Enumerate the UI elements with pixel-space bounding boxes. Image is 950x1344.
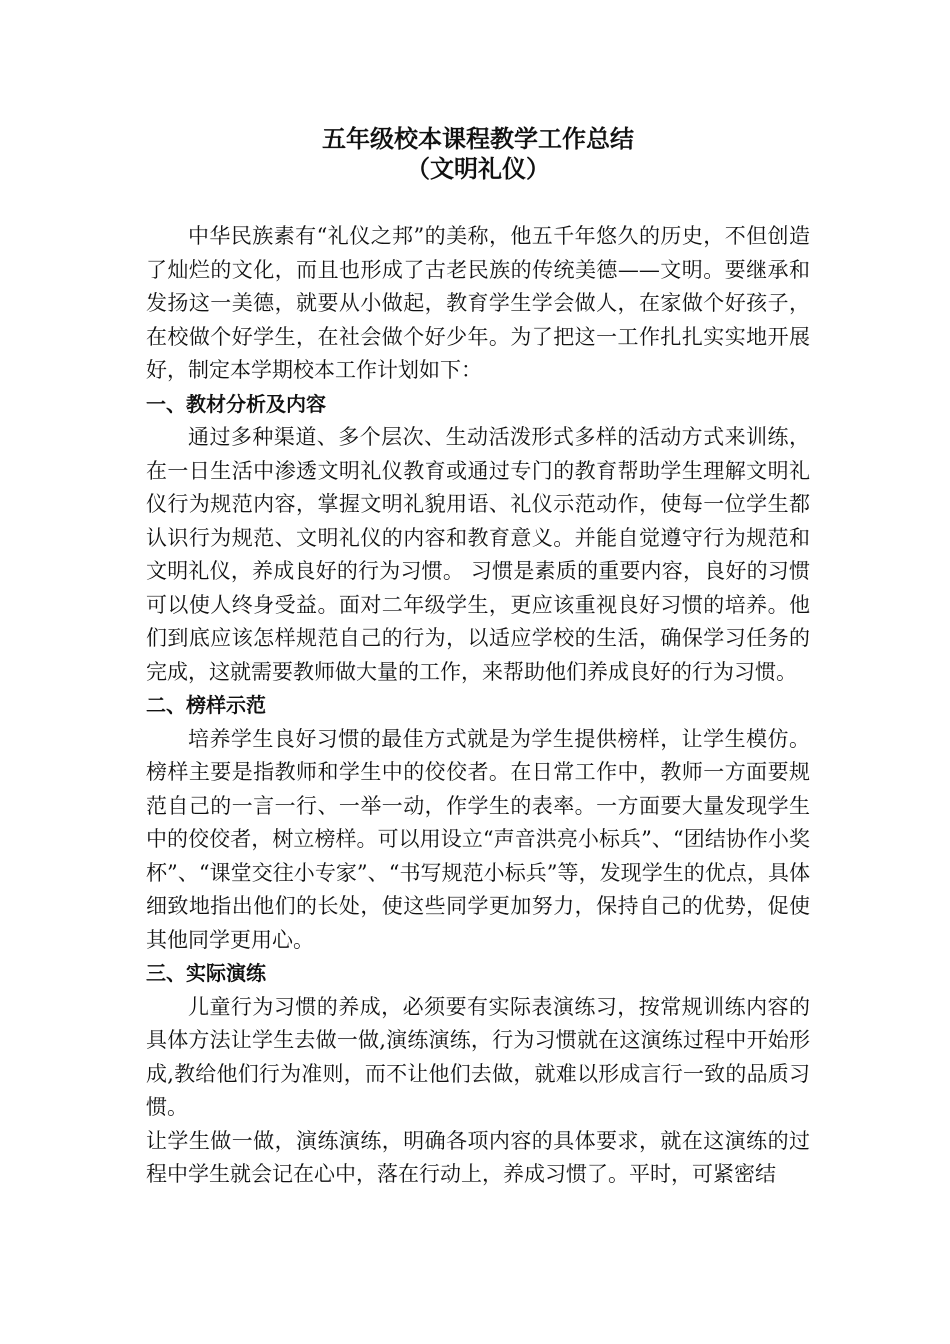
title-block — [146, 124, 810, 184]
section-heading-2: 二、榜样示范 — [146, 693, 266, 717]
document-title: 五年级校本课程教学工作总结 — [322, 125, 634, 153]
document-subtitle: （文明礼仪） — [406, 155, 550, 183]
section-2-paragraph: 培养学生良好习惯的最佳方式就是为学生提供榜样，让学生模仿。榜样主要是指教师和学生中的佼佼者。在日常工作中，教师一方面要规范自己的一言一行、一举一动，作学生的表率。一方面要大量发现学生中的佼佼者，树立榜样。可以用设立“声音洪亮小标兵”、“团结协作小奖杯”、“课堂交往小专家”、“书写规范小标兵”等，发现学生的优点，具体细致地指出他们的长处，使这些同学更加努力，保持自己的优势，促使其他同学更用心。 — [146, 726, 810, 952]
intro-paragraph: 中华民族素有“礼仪之邦”的美称，他五千年悠久的历史，不但创造了灿烂的文化，而且也形成了古老民族的传统美德——文明。要继承和发扬这一美德，就要从小做起，教育学生学会做人，在家做个好孩子，在校做个好学生，在社会做个好少年。为了把这一工作扎扎实实地开展好，制定本学期校本工作计划如下： — [146, 224, 810, 382]
section-3-paragraph: 儿童行为习惯的养成，必须要有实际表演练习，按常规训练内容的具体方法让学生去做一做,演练演练，行为习惯就在这演练过程中开始形成,教给他们行为准则，而不让他们去做，就难以形成言行一致的品质习惯。 — [146, 994, 810, 1119]
section-1-paragraph: 通过多种渠道、多个层次、生动活泼形式多样的活动方式来训练，在一日生活中渗透文明礼仪教育或通过专门的教育帮助学生理解文明礼仪行为规范内容，掌握文明礼貌用语、礼仪示范动作，使每一位学生都认识行为规范、文明礼仪的内容和教育意义。并能自觉遵守行为规范和文明礼仪，养成良好的行为习惯。 习惯是素质的重要内容，良好的习惯可以使人终身受益。面对二年级学生，更应该重视良好习惯的培养。他们到底应该怎样规范自己的行为，以适应学校的生活，确保学习任务的完成，这就需要教师做大量的工作，来帮助他们养成良好的行为习惯。 — [146, 425, 810, 684]
section-3-tail-paragraph: 让学生做一做，演练演练，明确各项内容的具体要求，就在这演练的过程中学生就会记在心中，落在行动上，养成习惯了。平时，可紧密结 — [146, 1128, 810, 1186]
section-heading-3: 三、实际演练 — [146, 961, 266, 985]
section-heading-1: 一、教材分析及内容 — [146, 391, 326, 416]
